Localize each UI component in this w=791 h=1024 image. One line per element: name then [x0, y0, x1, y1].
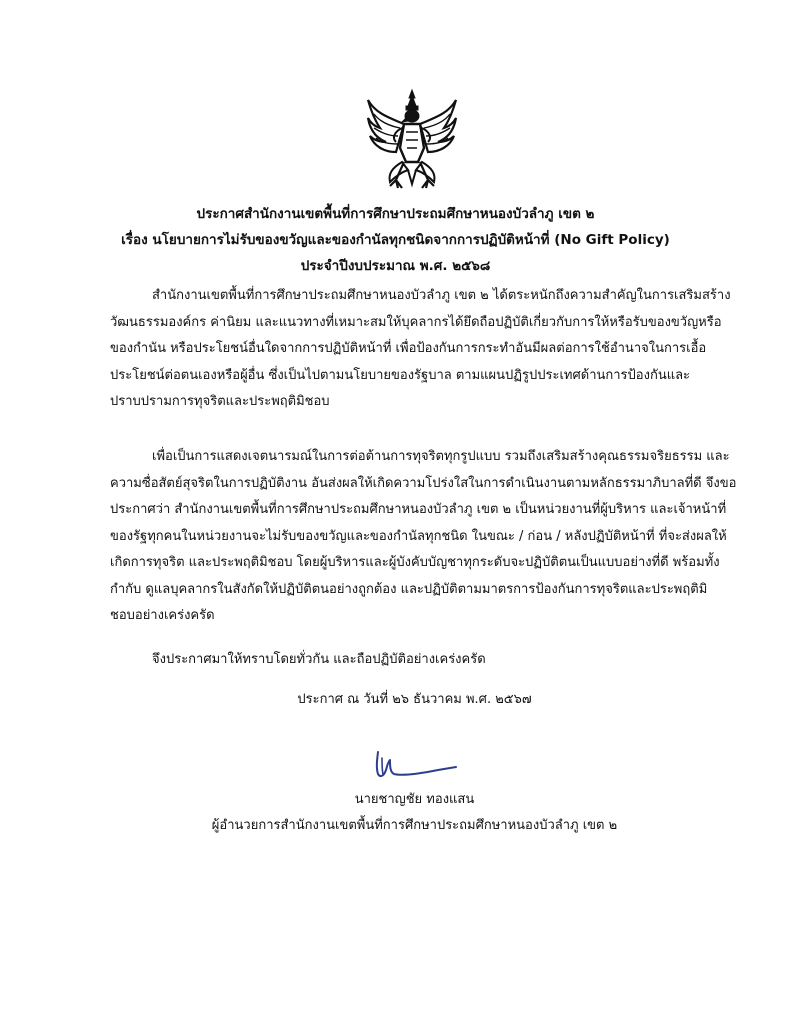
garuda-emblem-icon	[366, 88, 458, 192]
paragraph-line: ประกาศว่า สำนักงานเขตพื้นที่การศึกษาประถมศึกษาหนองบัวลำภู เขต ๒ เป็นหน่วยงานที่ผู้บริหาร และเจ้าหน้าที่	[110, 502, 727, 517]
paragraph-line: ของรัฐทุกคนในหน่วยงานจะไม่รับของขวัญและของกำนัลทุกชนิด ในขณะ / ก่อน / หลังปฏิบัติหน้าที่ ที่จะส่งผลให้	[110, 528, 727, 544]
paragraph-line: เพื่อเป็นการแสดงเจตนารมณ์ในการต่อต้านการทุจริตทุกรูปแบบ รวมถึงเสริมสร้างคุณธรรมจริยธรรม และ	[152, 449, 730, 464]
signer-name: นายชาญชัย ทองแสน	[354, 792, 475, 807]
body-paragraph-1	[110, 283, 731, 416]
paragraph-line: วัฒนธรรมองค์กร ค่านิยม และแนวทางที่เหมาะสมให้บุคลากรได้ยึดถือปฏิบัติเกี่ยวกับการให้หรือรับของขวัญหรือ	[110, 314, 722, 330]
paragraph-line: ของกำนัน หรือประโยชน์อื่นใดจากการปฏิบัติหน้าที่ เพื่อป้องกันการกระทำอันมีผลต่อการใช้อำนาจในการเอื้อ	[110, 341, 707, 356]
handwritten-signature-icon	[368, 748, 460, 784]
title-line-1: ประกาศสำนักงานเขตพื้นที่การศึกษาประถมศึกษาหนองบัวลำภู เขต ๒	[196, 206, 595, 222]
paragraph-line: สำนักงานเขตพื้นที่การศึกษาประถมศึกษาหนองบัวลำภู เขต ๒ ได้ตระหนักถึงความสำคัญในการเสริมสร้าง	[152, 288, 731, 303]
paragraph-line: กำกับ ดูแลบุคลากรในสังกัดให้ปฏิบัติตนอย่างถูกต้อง และปฏิบัติตามมาตรการป้องกันการทุจริตและประพฤติมิ	[110, 581, 708, 597]
title-line-3: ประจำปีงบประมาณ พ.ศ. ๒๕๖๘	[300, 258, 491, 274]
title-line-2: เรื่อง นโยบายการไม่รับของขวัญและของกำนัลทุกชนิดจากการปฏิบัติหน้าที่ (No Gift Policy)	[121, 232, 670, 248]
body-paragraph-3: จึงประกาศมาให้ทราบโดยทั่วกัน และถือปฏิบัติอย่างเคร่งครัด	[152, 652, 486, 667]
document-title	[0, 201, 791, 279]
body-paragraph-2	[110, 444, 737, 630]
paragraph-line: ความซื่อสัตย์สุจริตในการปฏิบัติงาน อันส่งผลให้เกิดความโปร่งใสในการดำเนินงานตามหลักธรรมาภิบาลที่ดี จึงขอ	[110, 475, 737, 491]
signer-position: ผู้อำนวยการสำนักงานเขตพื้นที่การศึกษาประถมศึกษาหนองบัวลำภู เขต ๒	[211, 818, 618, 833]
paragraph-line: ชอบอย่างเคร่งครัด	[110, 608, 215, 623]
paragraph-line: ประโยชน์ต่อตนเองหรือผู้อื่น ซึ่งเป็นไปตามนโยบายของรัฐบาล ตามแผนปฏิรูปประเทศด้านการป้องกันและ	[110, 367, 691, 383]
announcement-date: ประกาศ ณ วันที่ ๒๖ ธันวาคม พ.ศ. ๒๕๖๗	[297, 692, 532, 707]
paragraph-line: เกิดการทุจริต และประพฤติมิชอบ โดยผู้บริหารและผู้บังคับบัญชาทุกระดับจะปฏิบัติตนเป็นแบบอย่างที่ดี พร้อมทั้ง	[110, 555, 720, 570]
paragraph-line: ปราบปรามการทุจริตและประพฤติมิชอบ	[110, 394, 330, 409]
